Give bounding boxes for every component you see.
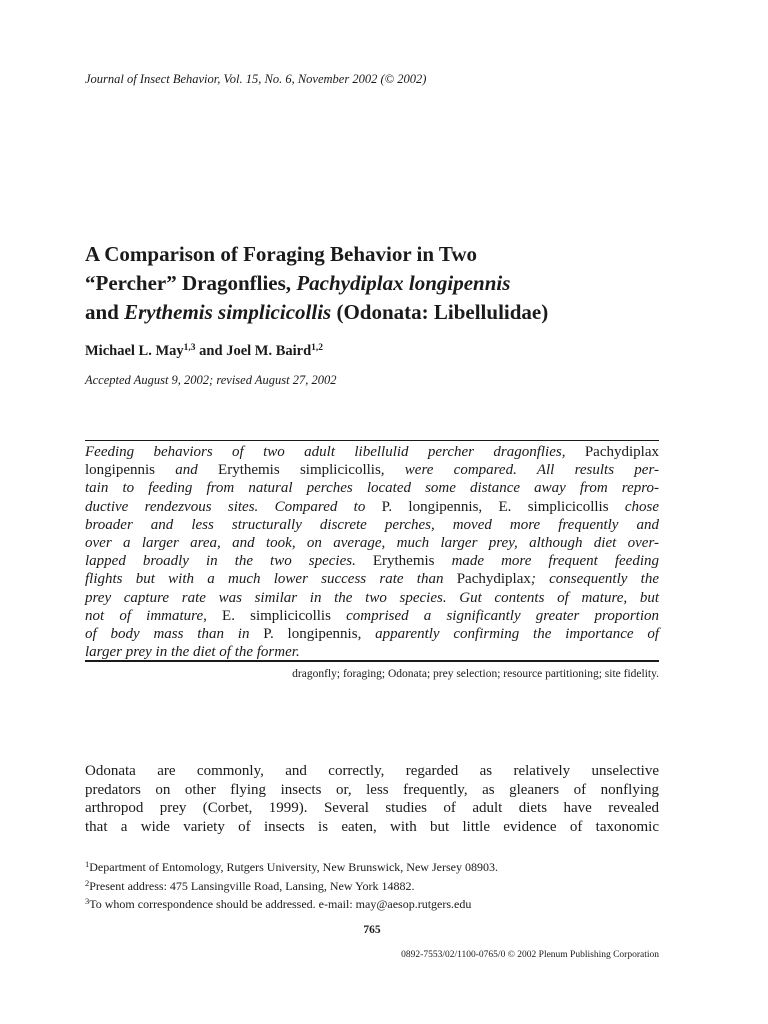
footnote-mark: 2 (85, 877, 90, 888)
title-line-3-suffix: (Odonata: Libellulidae) (331, 300, 549, 324)
body-line: Odonata are commonly, and correctly, regarded as relatively unselective (85, 763, 659, 779)
abstract-line (85, 479, 659, 497)
abstract-text-run: of body mass than in (85, 626, 264, 643)
abstract-text-run: Feeding behaviors of two adult libellulid percher dragonflies, (85, 444, 585, 460)
abstract-text-run: , were compared. All results per- (380, 462, 659, 479)
keywords: dragonfly; foraging; Odonata; prey selection; resource partitioning; site fidelity. (292, 668, 659, 680)
author-2-name: Joel M. Baird (226, 343, 312, 359)
title-line-2-prefix: “Percher” Dragonflies, (85, 271, 297, 295)
abstract-text-run: larger prey in the diet of the former. (85, 644, 300, 661)
abstract-text-run: not of immature, (85, 607, 223, 624)
footnote (85, 857, 659, 876)
title-line-3-prefix: and (85, 300, 125, 324)
abstract-text-run: Erythemis simplicicollis (218, 462, 381, 479)
abstract-text-run: prey capture rate was similar in the two species. Gut contents of mature, but (85, 589, 659, 606)
journal-citation: Journal of Insect Behavior, Vol. 15, No. 6, November 2002 (© 2002) (85, 72, 427, 86)
author-1-affiliation: 1,3 (183, 343, 196, 353)
article-title (85, 240, 685, 327)
abstract-text-run: over a larger area, and took, on average, much larger prey, although diet over- (85, 535, 659, 552)
title-species-1: Pachydiplax longipennis (296, 271, 511, 295)
abstract-text-run: , apparently confirming the importance of (357, 626, 660, 643)
abstract-line (85, 607, 659, 625)
title-line-2 (85, 269, 685, 298)
body-text (85, 762, 659, 836)
abstract-line (85, 643, 659, 661)
abstract-text-run: made more frequent feeding (451, 553, 660, 570)
author-1-name: Michael L. May (85, 343, 184, 359)
abstract-line (85, 534, 659, 552)
abstract-text-run: broader and less structurally discrete perches, moved more frequently and (85, 516, 659, 533)
page-number: 765 (363, 924, 381, 936)
abstract-text-run: E. simplicicollis (222, 607, 347, 624)
abstract-text-run: ductive rendezvous sites. Compared to (85, 498, 382, 515)
author-list (85, 343, 323, 360)
footnote (85, 876, 659, 895)
abstract-text-run: tain to feeding from natural perches located some distance away from repro- (85, 480, 659, 497)
abstract-line (85, 570, 659, 588)
author-conjunction: and (195, 343, 227, 359)
abstract-line (85, 552, 659, 570)
abstract-line (85, 589, 659, 607)
title-line-1: A Comparison of Foraging Behavior in Two (85, 242, 478, 266)
body-line: arthropod prey (Corbet, 1999). Several studies of adult diets have revealed (85, 800, 659, 816)
abstract-text-run: flights but with a much lower success rate than (85, 571, 457, 588)
abstract-text-run: P. longipennis (263, 626, 358, 643)
body-line: that a wide variety of insects is eaten, with but little evidence of taxonomic (85, 818, 659, 835)
abstract-text-run: comprised a significantly greater proportion (346, 607, 660, 624)
abstract-top-rule (85, 440, 659, 441)
abstract-bottom-rule (85, 660, 659, 662)
footnote-mark: 1 (85, 859, 90, 869)
abstract-text-run: Pachydiplax (584, 444, 659, 460)
footnote-text: To whom correspondence should be addressed. e-mail: may@aesop.rutgers.edu (89, 897, 472, 911)
abstract-text-run: P. longipennis, E. simplicicollis (381, 498, 625, 515)
abstract-line (85, 461, 659, 479)
footnote-text: Department of Entomology, Rutgers University, New Brunswick, New Jersey 08903. (89, 860, 498, 874)
footnote-text: Present address: 475 Lansingville Road, Lansing, New York 14882. (89, 878, 415, 893)
abstract-text-run: ; consequently the (530, 571, 659, 588)
abstract-line (85, 516, 659, 534)
title-line-3 (85, 298, 685, 327)
footnote[interactable] (85, 894, 659, 913)
abstract-line (85, 498, 659, 516)
body-line: predators on other flying insects or, less frequently, as gleaners of nonflying (85, 781, 659, 798)
title-species-2: Erythemis simplicicollis (124, 300, 332, 324)
accepted-date: Accepted August 9, 2002; revised August 27, 2002 (85, 373, 337, 387)
author-2-affiliation: 1,2 (311, 343, 324, 353)
abstract-line (85, 443, 659, 461)
abstract-text-run: longipennis (85, 462, 176, 479)
copyright-line: 0892-7553/02/1100-0765/0 © 2002 Plenum Publishing Corporation (401, 950, 659, 960)
footnotes (85, 857, 659, 913)
abstract-text-run: Pachydiplax (456, 571, 531, 588)
abstract-line (85, 625, 659, 643)
footnote-mark: 3 (85, 896, 90, 906)
abstract (85, 443, 659, 661)
abstract-text-run: lapped broadly in the two species. (85, 553, 373, 570)
abstract-text-run: and (175, 462, 219, 479)
abstract-text-run: chose (624, 498, 659, 515)
abstract-text-run: Erythemis (372, 553, 452, 570)
